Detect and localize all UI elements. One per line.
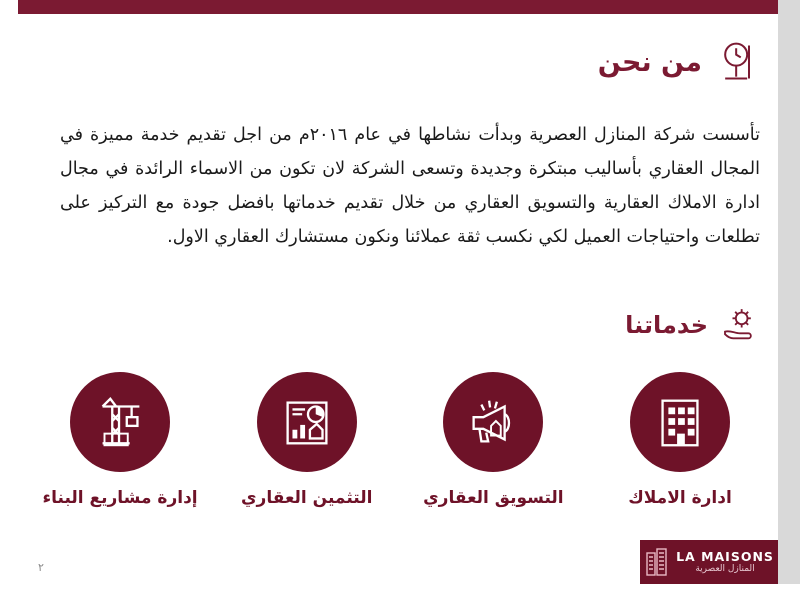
megaphone-icon — [443, 372, 543, 472]
services-heading — [625, 305, 760, 345]
left-strip — [0, 0, 18, 600]
service-item-valuation[interactable] — [221, 372, 393, 508]
building-icon — [630, 372, 730, 472]
services-grid — [34, 372, 766, 508]
about-paragraph: تأسست شركة المنازل العصرية وبدأت نشاطها في عام ٢٠١٦م من اجل تقديم خدمة مميزة في المجال العقاري بأساليب مبتكرة وجديدة وتسعى الشركة لان تكون من الاسماء الرائدة في مجال ادارة الاملاك العقارية والتسويق العقاري من خلال تقديم خدماتها بافضل جودة مع التركيز على تطلعات واحتياجات العميل لكي نكسب ثقة عملائنا ونكون مستشارك العقاري الاول. — [60, 125, 760, 248]
service-label: التثمين العقاري — [240, 488, 373, 508]
service-label: إدارة مشاريع البناء — [42, 488, 198, 508]
company-logo — [640, 540, 778, 584]
crane-icon — [70, 372, 170, 472]
service-item-property-management[interactable] — [594, 372, 766, 508]
service-item-construction[interactable] — [34, 372, 206, 508]
building-logo-icon — [644, 547, 670, 577]
top-band — [0, 0, 800, 14]
service-label: التسويق العقاري — [423, 488, 564, 508]
right-strip — [778, 0, 800, 600]
report-chart-icon — [257, 372, 357, 472]
bottom-strip — [0, 584, 800, 600]
logo-text — [676, 550, 774, 575]
service-label: ادارة الاملاك — [628, 488, 732, 508]
services-heading-text: خدماتنا — [625, 311, 708, 339]
page-number: ٢ — [38, 561, 44, 574]
about-heading — [598, 40, 760, 84]
logo-title: LA MAISONS — [676, 548, 774, 564]
service-item-marketing[interactable] — [407, 372, 579, 508]
about-heading-text: من نحن — [597, 46, 702, 78]
clock-presentation-icon — [716, 40, 760, 84]
gear-hand-icon — [720, 305, 760, 345]
logo-subtitle: المنازل العصرية — [695, 563, 755, 574]
